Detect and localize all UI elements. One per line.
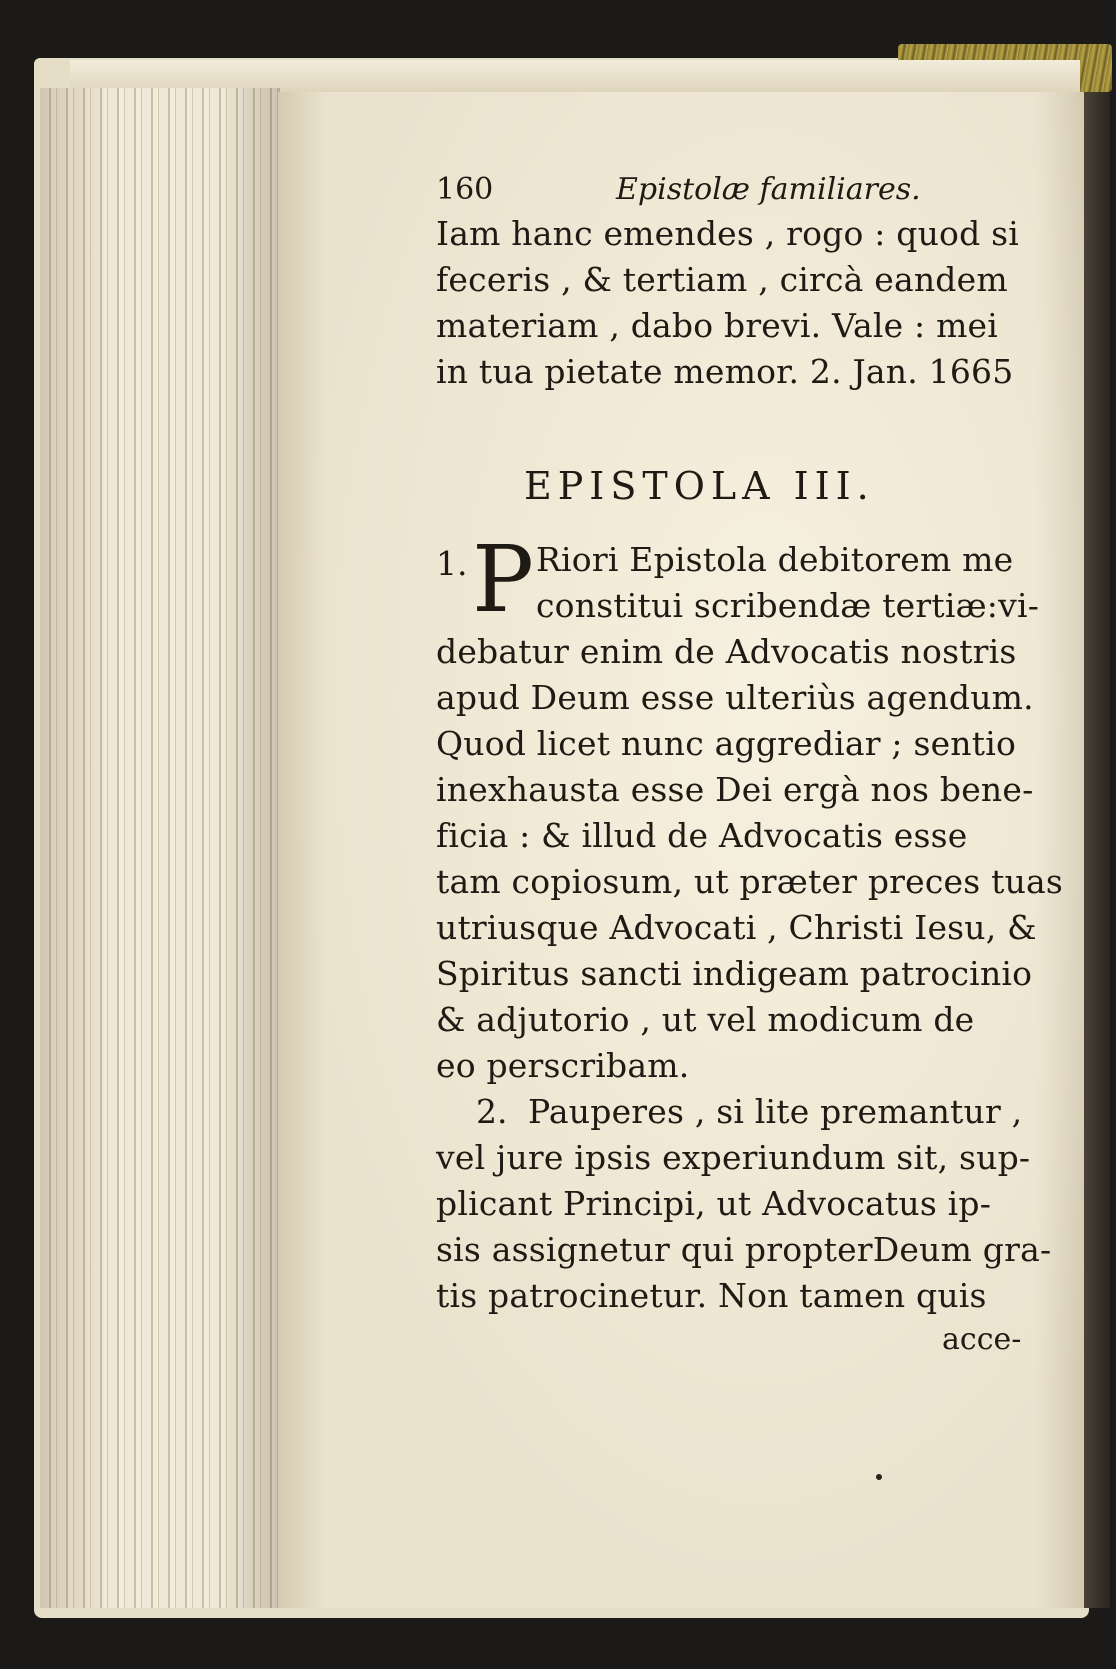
epistle-heading: EPISTOLA III. xyxy=(524,464,875,508)
paragraph-number: 2. xyxy=(476,1092,508,1131)
text-line: sis assignetur qui propterDeum gra- xyxy=(436,1230,1052,1269)
text-line: plicant Principi, ut Advocatus ip- xyxy=(436,1184,992,1223)
text-line: debatur enim de Advocatis nostris xyxy=(436,632,1017,671)
stacked-pages-shading xyxy=(40,88,278,1608)
catchword: acce- xyxy=(942,1322,1022,1357)
text-line: Pauperes , si lite premantur , xyxy=(528,1092,1023,1131)
text-line: feceris , & tertiam , circà eandem xyxy=(436,260,1008,299)
text-line: ficia : & illud de Advocatis esse xyxy=(436,816,968,855)
running-title: Epistolæ familiares. xyxy=(616,172,921,207)
text-line: in tua pietate memor. 2. Jan. 1665 xyxy=(436,352,1014,391)
book-gutter-shadow xyxy=(1084,92,1110,1608)
text-line: Iam hanc emendes , rogo : quod si xyxy=(436,214,1019,253)
paragraph-number: 1. xyxy=(436,544,468,583)
text-line: & adjutorio , ut vel modicum de xyxy=(436,1000,975,1039)
text-line: tam copiosum, ut præter preces tuas xyxy=(436,862,1064,901)
text-line: tis patrocinetur. Non tamen quis xyxy=(436,1276,987,1315)
text-line: vel jure ipsis experiundum sit, sup- xyxy=(436,1138,1031,1177)
page-header xyxy=(436,172,1036,212)
text-line: utriusque Advocati , Christi Iesu, & xyxy=(436,908,1037,947)
text-line: eo perscribam. xyxy=(436,1046,690,1085)
drop-cap: P xyxy=(472,526,534,633)
text-line: constitui scribendæ tertiæ:vi- xyxy=(536,586,1040,625)
text-line: Quod licet nunc aggrediar ; sentio xyxy=(436,724,1017,763)
page-number: 160 xyxy=(436,172,494,207)
text-line: Riori Epistola debitorem me xyxy=(536,540,1014,579)
text-line: inexhausta esse Dei ergà nos bene- xyxy=(436,770,1034,809)
ink-speck xyxy=(876,1474,882,1480)
text-line: apud Deum esse ulteriùs agendum. xyxy=(436,678,1034,717)
text-line: Spiritus sancti indigeam patrocinio xyxy=(436,954,1033,993)
text-line: materiam , dabo brevi. Vale : mei xyxy=(436,306,999,345)
